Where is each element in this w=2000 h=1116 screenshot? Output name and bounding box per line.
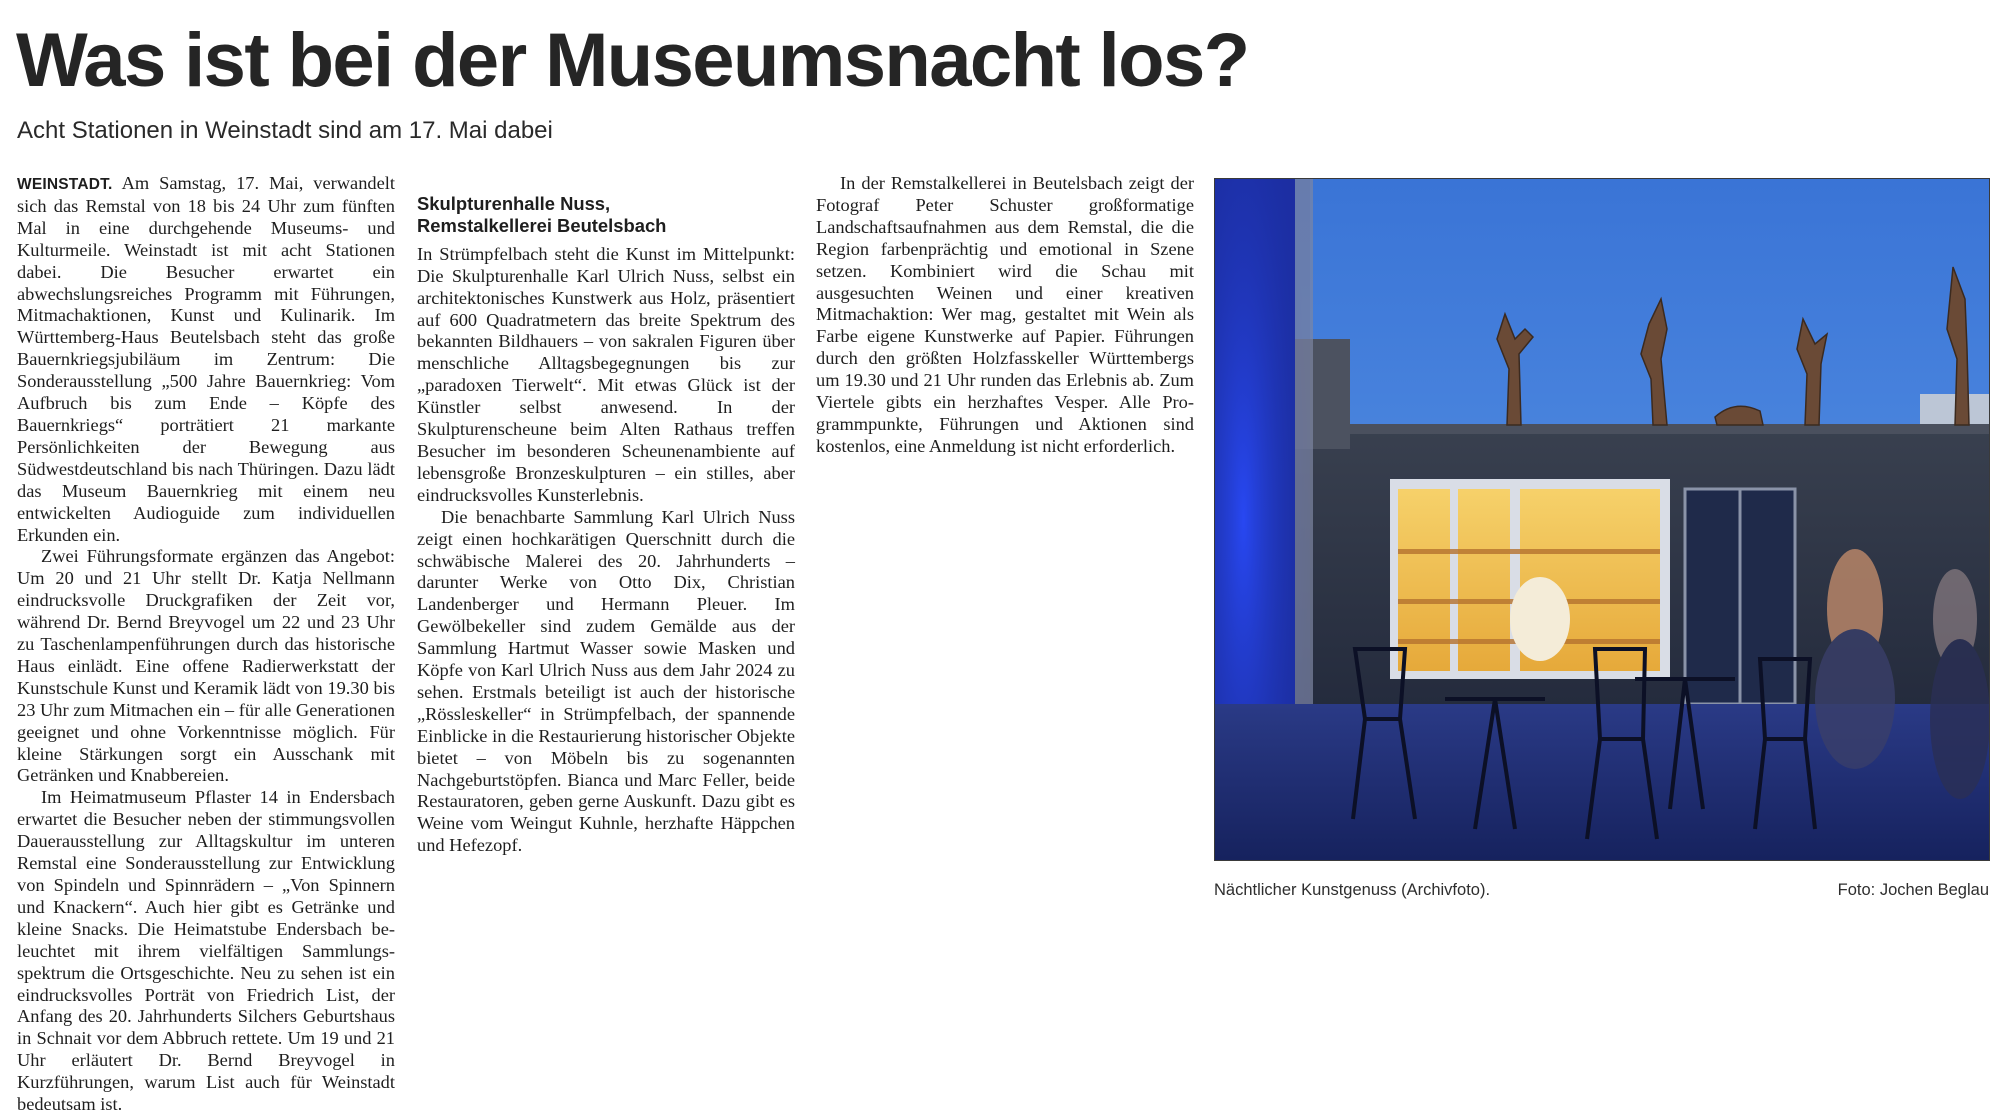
subheadline: Acht Stationen in Weinstadt sind am 17. Mai dabei — [17, 117, 553, 144]
article-column-1 — [17, 173, 395, 1116]
visitor-2-body — [1930, 639, 1989, 799]
section-heading — [417, 193, 795, 237]
section-heading-line-1: Skulpturenhalle Nuss, — [417, 193, 611, 214]
headline: Was ist bei der Museumsnacht los? — [16, 18, 1249, 103]
paragraph-remstalkellerei: In der Remstalkellerei in Beutelsbach zeigt der Fotograf Peter Schuster großformatige Landschaftsaufnahmen aus dem Remstal, die die Region farbenprächtig und emotional in Szene setzen. Kombiniert wird die Schau mit ausgesuchten Weinen und einer kreativen Mitmachaktion: Wer mag, gestaltet mit Wein als Farbe eigene Kunstwerke auf Papier. Führungen durch den größten Holzfasskeller Württembergs um 19.30 und 21 Uhr runden das Erlebnis ab. Zum Viertele gibts ein herzhaftes Vesper. Alle Programmpunkte, Führungen und Aktionen sind kostenlos, eine Anmeldung ist nicht erforderlich. — [816, 173, 1194, 456]
left-wall-edge — [1295, 179, 1313, 739]
section-heading-line-2: Remstalkellerei Beutelsbach — [417, 214, 667, 236]
paragraph-intro-text: Am Samstag, 17. Mai, verwandelt sich das Remstal von 18 bis 24 Uhr zum fünften Mal in eine durchgehende Museums- und Kulturmeile. Weinstadt ist mit acht Stationen dabei. Die Besucher erwartet ein abwechslungsreiches Programm mit Führungen, Mitmachaktionen, Kunst und Kulinarik. Im Württemberg-Haus Beutelsbach steht das große Bauernkriegsjubiläum im Zentrum: Die Sonderausstellung „500 Jahre Bauernkrieg: Vom Aufbruch bis zum Ende – Köpfe des Bauernkriegs“ porträtiert 21 markante Persönlichkeiten der Bewegung aus Südwestdeutschland bis nach Thüringen. Dazu lädt das Museum Bauernkrieg mit einem neu entwickelten Audioguide zum individuellen Erkunden ein. — [17, 173, 395, 545]
photo-caption: Nächtlicher Kunstgenuss (Archivfoto). — [1214, 881, 1491, 899]
photo-credit: Foto: Jochen Beglau — [1837, 881, 1989, 899]
paragraph-intro — [17, 173, 395, 546]
photo-illustration — [1215, 179, 1989, 860]
window-sculpture-white — [1510, 577, 1570, 661]
paragraph-sammlung-nuss: Die benachbarte Sammlung Karl Ulrich Nuss zeigt einen hochkarätigen Querschnitt durch die schwäbische Malerei des 20. Jahrhunderts – darunter Werke von Otto Dix, Christian Landenberger und Hermann Pleuer. Im Gewölbekeller sind zudem Gemälde aus der Sammlung Hartmut Wasser sowie Masken und Köpfe von Karl Ulrich Nuss aus dem Jahr 2024 zu sehen. Erstmals beteiligt ist auch der historische „Rössleskeller“ in Strümpfelbach, der spannende Einblicke in die Restaurierung historischer Objekte bietet – von Möbeln bis zu sogenannten Nachgeburtstöpfen. Bianca und Marc Feller, beide Restauratoren, geben gerne Auskunft. Dazu gibt es Weine vom Weingut Kuhnle, herzhafte Häppchen und Hefezopf. — [417, 506, 795, 856]
paragraph-fuehrungen: Zwei Führungsformate ergänzen das Angebot: Um 20 und 21 Uhr stellt Dr. Katja Nellmann eindrucksvolle Druckgrafiken der Zeit vor, während Dr. Bernd Breyvogel um 22 und 23 Uhr zu Taschenlampenführungen durch das historische Haus einlädt. Eine offene Radierwerkstatt der Kunstschule Kunst und Keramik lädt von 19.30 bis 23 Uhr zum Mitmachen ein – für alle Generationen geeignet und ohne Vorkenntnisse möglich. Für kleine Stärkungen sorgt ein Ausschank mit Getränken und Knabbereien. — [17, 546, 395, 786]
article-column-3 — [816, 173, 1194, 458]
paragraph-skulpturenhalle: In Strümpfelbach steht die Kunst im Mittelpunkt: Die Skulpturenhalle Karl Ulrich Nuss, selbst ein architektonisches Kunstwerk aus Holz, präsentiert auf 600 Quadratmetern das breite Spektrum des bekannten Bildhauers – von sakralen Figuren über menschliche Alltagsbegegnungen bis zur „paradoxen Tierwelt“. Mit etwas Glück ist der Künstler selbst anwesend. In der Skulpturenscheune beim Alten Rathaus treffen Besucher im besonderen Scheunenambiente auf lebensgroße Bronzeskulpturen – ein stilles, aber eindrucksvolles Kunsterlebnis. — [417, 243, 795, 505]
dateline: WEINSTADT. — [17, 176, 113, 193]
visitor-1-body — [1815, 629, 1895, 769]
article-photo — [1214, 178, 1990, 861]
paragraph-heimatmuseum: Im Heimatmuseum Pflaster 14 in Endersbach erwartet die Besucher neben der stimmungsvollen Dauerausstellung zur Alltagskultur im unteren Remstal eine Sonderausstellung zur Entwicklung von Spindeln und Spinnrädern – „Von Spinnern und Knackern“. Auch hier gibt es Getränke und kleine Snacks. Die Heimatstube Endersbach beleuchtet mit ihrem vielfältigen Sammlungsspektrum die Ortsgeschichte. Neu zu sehen ist ein eindrucksvolles Porträt von Friedrich List, der Anfang des 20. Jahrhunderts Silchers Geburtshaus in Schnait vor dem Abbruch rettete. Um 19 und 21 Uhr erläutert Dr. Bernd Breyvogel in Kurzführungen, warum List auch für Weinstadt bedeutsam ist. — [17, 787, 395, 1115]
article-column-2 — [417, 173, 795, 857]
roof-ledge — [1295, 424, 1989, 434]
window-shelf-1 — [1398, 549, 1660, 554]
